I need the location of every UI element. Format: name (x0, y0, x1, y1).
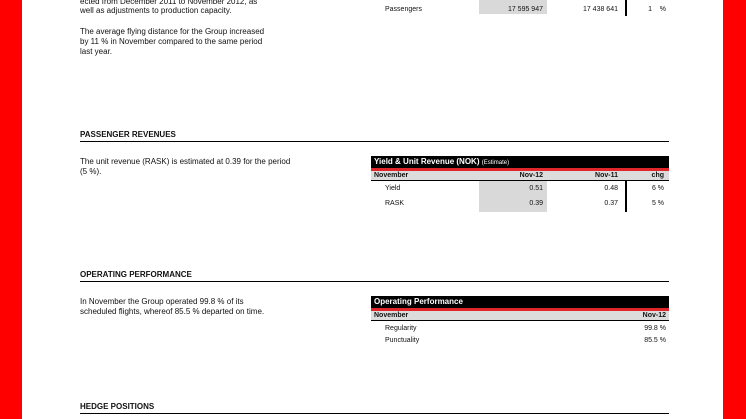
operating-paragraph-line-2: scheduled flights, whereof 85.5 % departed on time. (80, 307, 265, 316)
flying-distance-line-1: The average flying distance for the Group increased (80, 27, 265, 36)
flying-distance-line-2: by 11 % in November compared to the same period (80, 37, 263, 46)
operating-table-title: Operating Performance (371, 296, 669, 308)
left-red-border (0, 0, 22, 419)
yield-row-label: Yield (385, 185, 401, 192)
operating-header-month: November (374, 312, 409, 319)
operating-paragraph-line-1: In November the Group operated 99.8 % of its (80, 297, 244, 306)
yield-header-nov12: Nov-12 (519, 172, 543, 179)
operating-performance-rule (80, 281, 669, 282)
regularity-value: 99.8 % (644, 325, 666, 332)
yield-header-month: November (374, 172, 409, 179)
rask-row-label: RASK (385, 200, 405, 207)
rask-row-nov12: 0.39 (529, 200, 543, 207)
yield-table-title-note: (Estimate) (481, 160, 510, 166)
yield-table-title-text: Yield & Unit Revenue (NOK) (374, 157, 480, 166)
passengers-nov12: 17 595 947 (507, 6, 543, 13)
yield-table-divider (625, 181, 627, 212)
passengers-divider (625, 0, 627, 16)
rask-row-chg: 5 % (651, 200, 664, 207)
regularity-label: Regularity (385, 325, 417, 332)
operating-table (371, 296, 669, 356)
passengers-nov11: 17 438 641 (582, 6, 618, 13)
right-red-border (723, 0, 746, 419)
operating-performance-heading: OPERATING PERFORMANCE (80, 270, 192, 279)
yield-header-chg: chg (651, 172, 664, 179)
yield-table-title (371, 156, 669, 168)
yield-row-chg: 6 % (651, 185, 664, 192)
yield-row-nov12: 0.51 (529, 185, 543, 192)
passenger-revenues-rule (80, 141, 669, 142)
operating-header-nov12: Nov-12 (642, 312, 666, 319)
hedge-positions-heading: HEDGE POSITIONS (80, 402, 155, 411)
yield-header-nov11: Nov-11 (595, 172, 618, 179)
yield-table (371, 156, 669, 216)
passengers-label: Passengers (385, 6, 422, 13)
flying-distance-line-3: last year. (80, 47, 113, 56)
punctuality-value: 85.5 % (644, 337, 666, 344)
rask-row-nov11: 0.37 (604, 200, 618, 207)
hedge-positions-rule (80, 413, 669, 414)
rask-paragraph-line-1: The unit revenue (RASK) is estimated at 0.39 for the period (80, 157, 291, 166)
passenger-revenues-heading: PASSENGER REVENUES (80, 130, 176, 139)
intro-cut-line: ected from December 2011 to November 2012, as (80, 0, 258, 6)
intro-line: well as adjustments to production capacity. (80, 6, 232, 15)
yield-row-nov11: 0.48 (604, 185, 618, 192)
punctuality-label: Punctuality (385, 337, 420, 344)
passengers-chg-unit: % (659, 6, 666, 13)
passengers-chg: 1 (648, 6, 652, 13)
rask-paragraph-line-2: (5 %). (80, 167, 102, 176)
